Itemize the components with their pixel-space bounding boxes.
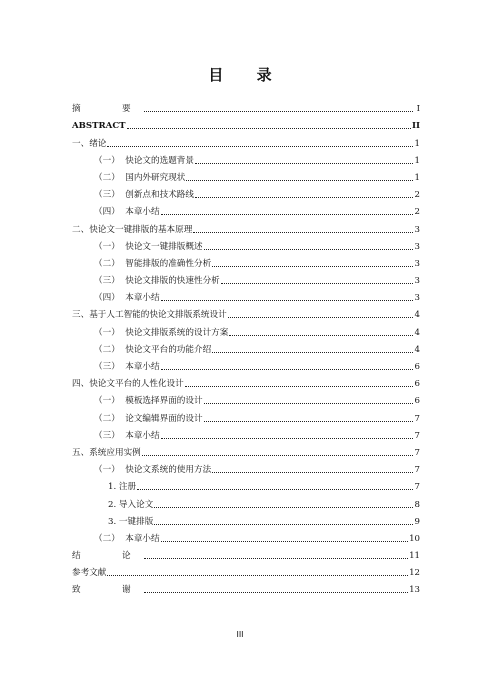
dot-leader [212, 266, 413, 267]
toc-entry-label: 四、快论文平台的人性化设计 [72, 379, 184, 390]
toc-entry[interactable] [72, 578, 420, 595]
toc-entry-page: 1 [414, 138, 420, 149]
toc-entry-page: 9 [414, 516, 420, 527]
toc-entry-page: 4 [414, 344, 420, 355]
toc-entry-page: 4 [414, 310, 420, 321]
toc-entry-label: 1. 注册 [108, 482, 137, 493]
toc-entry-page: I [416, 104, 420, 115]
dot-leader [212, 472, 413, 473]
dot-leader [107, 146, 413, 147]
page-number: III [236, 630, 244, 639]
dot-leader [204, 403, 413, 404]
toc-entry-page: 4 [414, 327, 420, 338]
toc-entry[interactable] [72, 338, 420, 355]
toc-entry-label: 致 谢 [72, 585, 143, 596]
toc-entry[interactable] [72, 200, 420, 217]
toc-entry-label: （二） 智能排版的准确性分析 [94, 258, 212, 269]
toc-entry[interactable] [72, 166, 420, 183]
toc-entry[interactable] [72, 475, 420, 492]
toc-entry[interactable] [72, 389, 420, 406]
toc-entry[interactable] [72, 269, 420, 286]
toc-entry[interactable] [72, 303, 420, 320]
toc-entry[interactable] [72, 149, 420, 166]
toc-title: 目 录 [208, 66, 286, 84]
toc-entry-label: （一） 快论文排版系统的设计方案 [94, 327, 229, 338]
toc-entry-page: 13 [409, 585, 420, 596]
toc-entry-label: （三） 本章小结 [94, 430, 160, 441]
toc-entry-label: 三、基于人工智能的快论文排版系统设计 [72, 310, 227, 321]
toc-entry-page: 2 [414, 190, 420, 201]
toc-entry-label: （四） 本章小结 [94, 293, 160, 304]
toc-entry[interactable] [72, 217, 420, 234]
toc-entry-page: 7 [414, 447, 420, 458]
dot-leader [144, 111, 413, 112]
toc-entry[interactable] [72, 441, 420, 458]
toc-entry-page: 10 [409, 533, 420, 544]
toc-entry-page: 12 [409, 568, 420, 579]
dot-leader [186, 180, 413, 181]
toc-entry-label: （三） 创新点和技术路线 [94, 190, 194, 201]
dot-leader [161, 214, 413, 215]
toc-entry-label: 一、绪论 [72, 138, 107, 149]
dot-leader [228, 317, 413, 318]
toc-entry[interactable] [72, 183, 420, 200]
toc-entry-label: （三） 快论文排版的快速性分析 [94, 276, 220, 287]
toc-entry-label: （一） 快论文的选题背景 [94, 155, 194, 166]
toc-entry-page: 1 [414, 172, 420, 183]
toc-entry-label: （三） 本章小结 [94, 362, 160, 372]
toc-entry[interactable] [72, 527, 420, 544]
toc-entry-label: （一） 模板选择界面的设计 [94, 396, 203, 407]
dot-leader [161, 300, 413, 301]
toc-entry[interactable] [72, 114, 420, 131]
toc-entry-page: 3 [414, 276, 420, 287]
toc-entry-label: （一） 快论文系统的使用方法 [94, 465, 212, 476]
toc-entry-page: 7 [414, 482, 420, 493]
toc-entry[interactable] [72, 510, 420, 527]
dot-leader [144, 592, 408, 593]
toc-entry-page: 3 [414, 293, 420, 304]
dot-leader [154, 524, 413, 525]
dot-leader [161, 541, 408, 542]
toc-entry-page: 3 [414, 258, 420, 269]
toc-entry-page: 2 [414, 207, 420, 218]
toc-entry[interactable] [72, 320, 420, 337]
toc-entry-page: 7 [414, 465, 420, 476]
toc-entry-page: 11 [409, 551, 420, 562]
dot-leader [127, 128, 411, 129]
toc-entry[interactable] [72, 561, 420, 578]
toc-entry-label: 二、快论文一键排版的基本原理 [72, 224, 193, 235]
toc-entry-label: 摘 要 [72, 104, 143, 115]
toc-entry-page: 3 [414, 241, 420, 252]
toc-entry-page: 1 [414, 155, 420, 166]
toc-entry-label: 3. 一键排版 [108, 516, 154, 527]
toc-entry-page: 6 [414, 396, 420, 407]
toc-entry-label: （二） 国内外研究现状 [94, 172, 186, 183]
toc-entry-page: 6 [414, 379, 420, 390]
toc-entry[interactable] [72, 372, 420, 389]
dot-leader [137, 489, 413, 490]
toc-entry[interactable] [72, 235, 420, 252]
toc-entry[interactable] [72, 458, 420, 475]
toc-entry[interactable] [72, 131, 420, 148]
toc-entry[interactable] [72, 97, 420, 114]
dot-leader [154, 507, 413, 508]
table-of-contents [72, 97, 420, 595]
toc-entry[interactable] [72, 355, 420, 372]
dot-leader [144, 558, 408, 559]
toc-entry-label: （四） 本章小结 [94, 207, 160, 218]
toc-entry-label: （一） 快论文一键排版概述 [94, 241, 203, 252]
toc-entry-label: 2. 导入论文 [108, 499, 154, 510]
toc-entry-page: 8 [414, 499, 420, 510]
toc-entry-label: 参考文献 [72, 568, 107, 579]
toc-entry[interactable] [72, 406, 420, 423]
toc-entry[interactable] [72, 252, 420, 269]
toc-entry-page: II [411, 121, 420, 132]
dot-leader [107, 575, 408, 576]
toc-entry-page: 6 [414, 362, 420, 372]
toc-entry-label: （二） 快论文平台的功能介绍 [94, 344, 212, 355]
dot-leader [161, 438, 413, 439]
toc-entry-page: 7 [414, 413, 420, 424]
toc-entry-label: ABSTRACT [72, 121, 126, 132]
dot-leader [204, 421, 413, 422]
dot-leader [204, 249, 413, 250]
dot-leader [221, 283, 413, 284]
toc-entry[interactable] [72, 424, 420, 441]
toc-entry[interactable] [72, 544, 420, 561]
toc-entry-label: （二） 论文编辑界面的设计 [94, 413, 203, 424]
toc-entry-label: 结 论 [72, 551, 143, 562]
dot-leader [193, 232, 413, 233]
toc-entry-page: 3 [414, 224, 420, 235]
dot-leader [185, 386, 413, 387]
toc-entry-label: 五、系统应用实例 [72, 447, 141, 458]
dot-leader [142, 455, 413, 456]
toc-entry[interactable] [72, 492, 420, 509]
dot-leader [195, 197, 413, 198]
toc-entry-label: （二） 本章小结 [94, 533, 160, 544]
dot-leader [195, 163, 413, 164]
toc-entry-page: 7 [414, 430, 420, 441]
toc-entry[interactable] [72, 286, 420, 303]
dot-leader [161, 369, 413, 370]
dot-leader [229, 335, 413, 336]
dot-leader [212, 352, 413, 353]
